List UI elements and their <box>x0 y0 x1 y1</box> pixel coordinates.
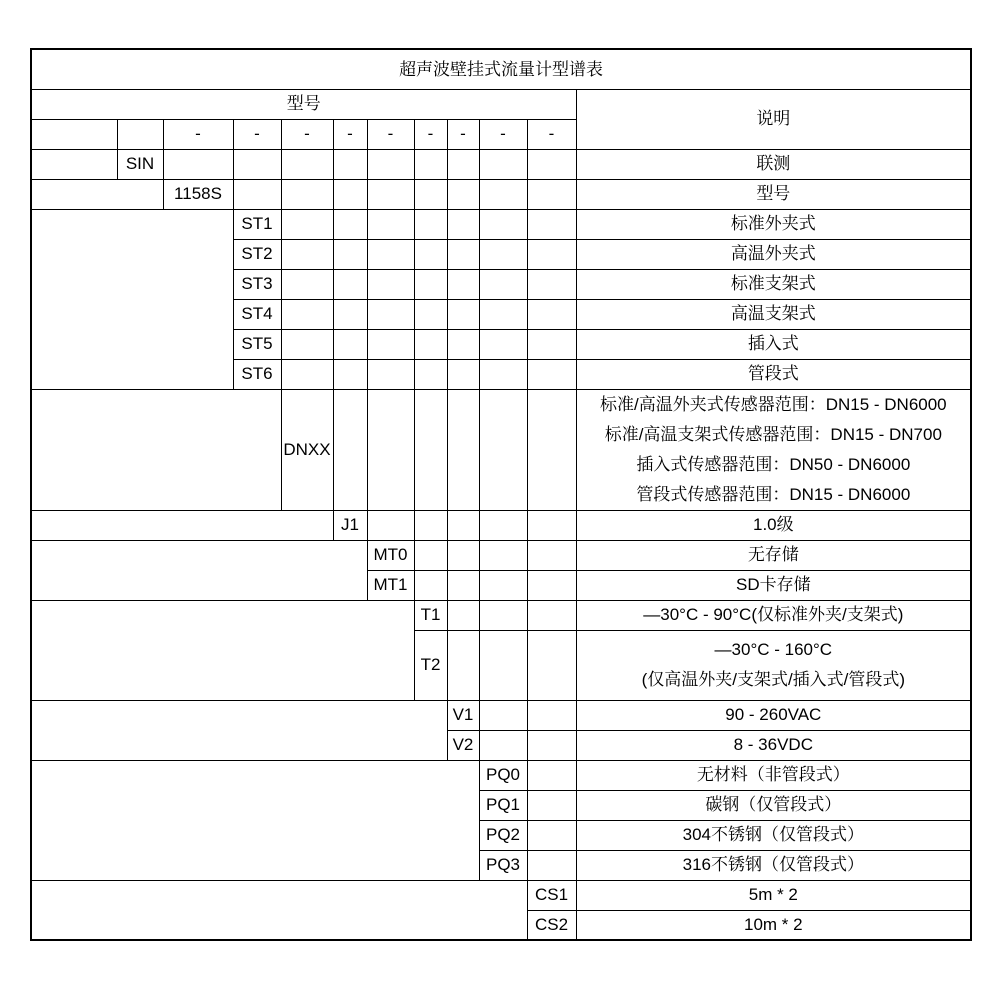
section-label-power: 供电电源 <box>31 700 447 760</box>
empty-cell <box>527 269 576 299</box>
desc-line: 插入式传感器范围：DN50 - DN6000 <box>636 454 911 474</box>
empty-cell <box>447 269 479 299</box>
empty-cell <box>527 329 576 359</box>
desc-cell: 1.0级 <box>576 510 971 540</box>
empty-cell <box>479 540 527 570</box>
row-storage <box>31 540 971 570</box>
empty-cell <box>281 359 333 389</box>
desc-cell: 高温外夹式 <box>576 239 971 269</box>
desc-cell <box>576 630 971 700</box>
empty-cell <box>447 299 479 329</box>
desc-cell: 管段式 <box>576 359 971 389</box>
code-cell: SIN <box>117 149 163 179</box>
empty-cell <box>281 329 333 359</box>
empty-cell <box>367 269 414 299</box>
empty-cell <box>414 359 447 389</box>
empty-cell <box>479 700 527 730</box>
empty-cell <box>479 179 527 209</box>
desc-cell: 5m * 2 <box>576 880 971 910</box>
empty-cell <box>527 179 576 209</box>
empty-cell <box>447 239 479 269</box>
empty-cell <box>333 179 367 209</box>
row-power <box>31 700 971 730</box>
empty-cell <box>367 209 414 239</box>
empty-cell <box>414 329 447 359</box>
empty-cell <box>333 389 367 510</box>
desc-cell: 联测 <box>576 149 971 179</box>
empty-cell <box>281 239 333 269</box>
empty-cell <box>479 730 527 760</box>
empty-cell <box>281 179 333 209</box>
empty-cell <box>527 149 576 179</box>
empty-cell <box>333 329 367 359</box>
code-cell: ST3 <box>233 269 281 299</box>
empty-cell <box>414 389 447 510</box>
empty-cell <box>281 209 333 239</box>
dash-cell: - <box>527 119 576 149</box>
desc-line: —30°C - 160°C <box>714 640 833 659</box>
desc-line: 管段式传感器范围：DN15 - DN6000 <box>636 484 911 504</box>
empty-cell <box>447 359 479 389</box>
desc-cell: 碳钢（仅管段式） <box>576 790 971 820</box>
code-cell: 1158S <box>163 179 233 209</box>
section-label-nominal-diameter: 公称通径 <box>31 389 281 510</box>
code-cell: ST4 <box>233 299 281 329</box>
empty-cell <box>479 359 527 389</box>
empty-cell <box>479 149 527 179</box>
code-cell: V2 <box>447 730 479 760</box>
empty-cell <box>527 850 576 880</box>
empty-cell <box>367 359 414 389</box>
row-company <box>31 149 971 179</box>
empty-cell <box>447 209 479 239</box>
section-label-cable-length: 线缆长度 <box>31 880 527 940</box>
empty-cell <box>447 149 479 179</box>
code-cell: ST6 <box>233 359 281 389</box>
desc-cell: 插入式 <box>576 329 971 359</box>
empty-cell <box>367 239 414 269</box>
empty-cell <box>479 269 527 299</box>
desc-cell: 标准支架式 <box>576 269 971 299</box>
code-cell: T1 <box>414 600 447 630</box>
row-accuracy <box>31 510 971 540</box>
empty-cell <box>527 510 576 540</box>
dash-cell: - <box>163 119 233 149</box>
dash-cell: - <box>233 119 281 149</box>
empty-cell <box>479 329 527 359</box>
desc-cell: 90 - 260VAC <box>576 700 971 730</box>
empty-cell <box>333 269 367 299</box>
empty-cell <box>447 600 479 630</box>
desc-cell: —30°C - 90°C(仅标准外夹/支架式) <box>576 600 971 630</box>
empty-cell <box>333 299 367 329</box>
desc-cell: 高温支架式 <box>576 299 971 329</box>
desc-line: 标准/高温支架式传感器范围：DN15 - DN700 <box>604 424 942 444</box>
code-cell: PQ0 <box>479 760 527 790</box>
empty-cell <box>233 149 281 179</box>
empty-cell <box>447 329 479 359</box>
desc-cell: 标准外夹式 <box>576 209 971 239</box>
empty-cell <box>367 299 414 329</box>
empty-cell <box>281 149 333 179</box>
empty-cell <box>479 209 527 239</box>
desc-line: (仅高温外夹/支架式/插入式/管段式) <box>641 670 906 689</box>
desc-cell: 316不锈钢（仅管段式） <box>576 850 971 880</box>
code-cell: ST5 <box>233 329 281 359</box>
row-model <box>31 179 971 209</box>
dash-cell: - <box>479 119 527 149</box>
empty-cell <box>414 179 447 209</box>
code-cell: DNXX <box>281 389 333 510</box>
section-label-temperature: 耐温等级 <box>31 600 414 700</box>
desc-cell: 型号 <box>576 179 971 209</box>
code-cell: CS1 <box>527 880 576 910</box>
empty-cell <box>367 389 414 510</box>
row-cable-length <box>31 880 971 910</box>
empty-cell <box>479 570 527 600</box>
empty-cell <box>527 299 576 329</box>
empty-cell <box>414 570 447 600</box>
empty-cell <box>281 269 333 299</box>
empty-cell <box>367 179 414 209</box>
empty-cell <box>527 570 576 600</box>
row-pipe-material <box>31 760 971 790</box>
empty-cell <box>414 149 447 179</box>
empty-cell <box>479 239 527 269</box>
empty-cell <box>527 540 576 570</box>
dash-cell: - <box>447 119 479 149</box>
empty-cell <box>527 600 576 630</box>
empty-cell <box>447 570 479 600</box>
desc-cell: SD卡存储 <box>576 570 971 600</box>
empty-cell <box>527 820 576 850</box>
row-sensor-type <box>31 209 971 239</box>
code-cell: J1 <box>333 510 367 540</box>
empty-cell <box>117 119 163 149</box>
code-cell: PQ3 <box>479 850 527 880</box>
desc-cell: 10m * 2 <box>576 910 971 940</box>
empty-cell <box>527 730 576 760</box>
empty-cell <box>447 389 479 510</box>
empty-cell <box>527 790 576 820</box>
section-label-storage: 存储类型 <box>31 540 367 600</box>
row-nominal-diameter <box>31 389 971 510</box>
empty-cell <box>527 359 576 389</box>
desc-line: 标准/高温外夹式传感器范围：DN15 - DN6000 <box>599 394 947 414</box>
empty-cell <box>479 389 527 510</box>
code-cell: PQ1 <box>479 790 527 820</box>
empty-cell <box>479 510 527 540</box>
empty-cell <box>479 600 527 630</box>
empty-cell <box>31 119 117 149</box>
empty-cell <box>233 179 281 209</box>
section-label-sensor-type: 传感器类型 <box>31 209 233 389</box>
empty-cell <box>447 540 479 570</box>
empty-cell <box>527 630 576 700</box>
code-cell: MT1 <box>367 570 414 600</box>
empty-cell <box>479 630 527 700</box>
dash-cell: - <box>367 119 414 149</box>
empty-cell <box>414 269 447 299</box>
code-cell: CS2 <box>527 910 576 940</box>
code-cell: MT0 <box>367 540 414 570</box>
empty-cell <box>527 389 576 510</box>
empty-cell <box>479 299 527 329</box>
code-cell: V1 <box>447 700 479 730</box>
empty-cell <box>527 700 576 730</box>
empty-cell <box>163 149 233 179</box>
section-label-accuracy: 精度等级 <box>31 510 333 540</box>
desc-cell: 304不锈钢（仅管段式） <box>576 820 971 850</box>
code-cell: PQ2 <box>479 820 527 850</box>
dash-cell: - <box>414 119 447 149</box>
section-label-company: 公司名称 <box>31 149 117 179</box>
code-cell: ST2 <box>233 239 281 269</box>
code-cell: ST1 <box>233 209 281 239</box>
empty-cell <box>414 540 447 570</box>
empty-cell <box>447 630 479 700</box>
empty-cell <box>333 359 367 389</box>
model-spec-table <box>30 48 972 941</box>
empty-cell <box>414 239 447 269</box>
empty-cell <box>527 760 576 790</box>
empty-cell <box>281 299 333 329</box>
empty-cell <box>333 209 367 239</box>
desc-cell: 无存储 <box>576 540 971 570</box>
empty-cell <box>527 209 576 239</box>
empty-cell <box>333 239 367 269</box>
empty-cell <box>414 299 447 329</box>
empty-cell <box>414 209 447 239</box>
table-title: 超声波壁挂式流量计型谱表 <box>31 49 971 89</box>
desc-header: 说明 <box>576 89 971 149</box>
dash-cell: - <box>333 119 367 149</box>
row-temperature <box>31 600 971 630</box>
empty-cell <box>527 239 576 269</box>
model-header: 型号 <box>31 89 576 119</box>
empty-cell <box>447 179 479 209</box>
dash-cell: - <box>281 119 333 149</box>
empty-cell <box>414 510 447 540</box>
section-label-model: 型号 <box>31 179 163 209</box>
section-label-pipe-material: 管道材质 <box>31 760 479 880</box>
empty-cell <box>367 149 414 179</box>
desc-cell: 8 - 36VDC <box>576 730 971 760</box>
code-cell: T2 <box>414 630 447 700</box>
desc-cell <box>576 389 971 510</box>
empty-cell <box>333 149 367 179</box>
empty-cell <box>367 510 414 540</box>
empty-cell <box>447 510 479 540</box>
empty-cell <box>367 329 414 359</box>
desc-cell: 无材料（非管段式） <box>576 760 971 790</box>
